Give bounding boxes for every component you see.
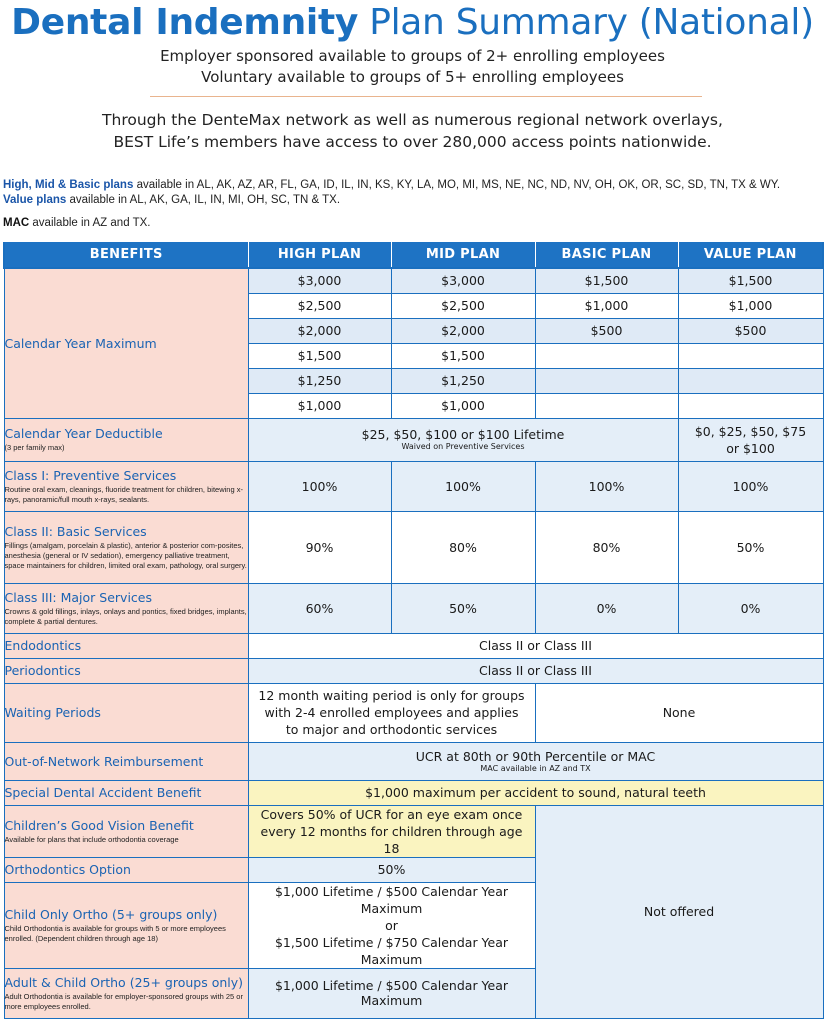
cell: $1,000	[391, 393, 535, 418]
availability-hmb-text: available in AL, AK, AZ, AR, FL, GA, ID, IL, IN, KS, KY, LA, MO, MI, MS, NE, NC, ND, NV, OH, OK, OR, SC, SD, TN, TX & WY.	[136, 179, 781, 191]
oon-note: MAC available in AZ and TX	[480, 763, 591, 773]
benefit-name: Children’s Good Vision Benefit	[4, 817, 194, 833]
table-row	[4, 633, 823, 658]
benefit-out-of-network	[4, 742, 248, 780]
cell	[678, 418, 823, 461]
benefit-adult-ortho	[4, 968, 248, 1018]
benefit-name: Calendar Year Maximum	[4, 335, 157, 351]
cell: $1,500	[391, 343, 535, 368]
child-ortho-line-2: or	[385, 917, 398, 933]
cell: $3,000	[248, 268, 391, 293]
network-line-2: BEST Life’s members have access to over 280,000 access points nationwide.	[113, 133, 712, 151]
benefit-calendar-year-maximum	[4, 268, 248, 418]
cell	[678, 393, 823, 418]
table-row	[4, 418, 823, 461]
cell	[535, 368, 678, 393]
availability-value-text: available in AL, AK, GA, IL, IN, MI, OH, SC, TN & TX.	[69, 194, 341, 206]
col-high-plan: HIGH PLAN	[248, 242, 391, 268]
cell: 50%	[678, 511, 823, 583]
cell: 60%	[248, 583, 391, 633]
table-row	[4, 268, 823, 293]
benefit-detail: Crowns & gold fillings, inlays, onlays and pontics, fixed bridges, implants, complete & partial dentures.	[4, 606, 247, 626]
cell: $1,000	[248, 393, 391, 418]
benefit-vision	[4, 805, 248, 857]
deductible-value: $25, $50, $100 or $100 Lifetime	[361, 427, 565, 442]
benefit-endodontics	[4, 633, 248, 658]
table-row	[4, 461, 823, 511]
benefit-name: Periodontics	[4, 663, 81, 678]
table-row	[4, 683, 823, 742]
cell: Class II or Class III	[248, 633, 823, 658]
cell: $2,500	[391, 293, 535, 318]
cell: $1,500	[248, 343, 391, 368]
benefit-detail: Routine oral exam, cleanings, fluoride treatment for children, bitewing x-rays, panoramic/full mouth x-rays, sealants.	[4, 484, 243, 504]
child-ortho-line-1: $1,000 Lifetime / $500 Calendar Year Maximum	[274, 883, 509, 916]
waiting-value: 12 month waiting period is only for groups with 2-4 enrolled employees and applies to major and orthodontic services	[258, 688, 525, 737]
cell: 100%	[248, 461, 391, 511]
cell: $1,500	[535, 268, 678, 293]
col-mid-plan: MID PLAN	[391, 242, 535, 268]
cell: $1,250	[391, 368, 535, 393]
adult-ortho-name: Adult & Child Ortho	[4, 974, 126, 990]
col-benefits: BENEFITS	[4, 242, 248, 268]
deductible-value-plan-2: or $100	[726, 440, 775, 456]
oon-value: UCR at 80th or 90th Percentile or MAC	[415, 748, 656, 764]
benefit-ortho-option	[4, 857, 248, 882]
benefit-class-3	[4, 583, 248, 633]
cell: $1,000 Lifetime / $500 Calendar Year Maximum	[248, 968, 535, 1018]
benefit-name: Waiting Periods	[4, 705, 101, 720]
benefit-name: Class I: Preventive Services	[4, 467, 177, 483]
cell: 80%	[391, 511, 535, 583]
table-row	[4, 805, 823, 857]
availability-mac-label: MAC	[3, 217, 30, 229]
table-header-row	[4, 242, 823, 268]
child-ortho-suffix: (5+ groups only)	[112, 906, 218, 922]
cell: $2,000	[391, 318, 535, 343]
table-row	[4, 742, 823, 780]
deductible-value-plan-1: $0, $25, $50, $75	[694, 423, 807, 439]
cell: 90%	[248, 511, 391, 583]
cell: $500	[678, 318, 823, 343]
benefit-detail: Fillings (amalgam, porcelain & plastic), anterior & posterior com-posites, anesthesia (general or IV sedation), emergency palliative treatment, space maintainers for children, limited oral exam, pathology, oral surgery.	[4, 540, 247, 570]
benefit-detail: Adult Orthodontia is available for employer-sponsored groups with 25 or more employees enrolled.	[4, 991, 243, 1011]
cell: $1,250	[248, 368, 391, 393]
cell: 0%	[678, 583, 823, 633]
cell: 50%	[391, 583, 535, 633]
cell: $3,000	[391, 268, 535, 293]
cell	[678, 368, 823, 393]
cell: None	[535, 683, 823, 742]
benefit-name: Endodontics	[4, 638, 82, 653]
col-value-plan: VALUE PLAN	[678, 242, 823, 268]
cell: 0%	[535, 583, 678, 633]
plan-table	[3, 242, 824, 1019]
title-rest: Plan Summary (National)	[369, 2, 814, 43]
cell	[678, 343, 823, 368]
cell: 100%	[678, 461, 823, 511]
col-basic-plan: BASIC PLAN	[535, 242, 678, 268]
cell: 100%	[535, 461, 678, 511]
cell: $1,000	[678, 293, 823, 318]
cell: $2,500	[248, 293, 391, 318]
benefit-detail: Available for plans that include orthodontia coverage	[4, 834, 179, 844]
cell: $1,500	[678, 268, 823, 293]
cell	[248, 742, 823, 780]
benefit-waiting-periods	[4, 683, 248, 742]
cell: $1,000	[535, 293, 678, 318]
page-title	[0, 2, 825, 43]
table-row	[4, 511, 823, 583]
cell: $500	[535, 318, 678, 343]
benefit-detail: Child Orthodontia is available for groups with 5 or more employees enrolled. (Dependent children through age 18)	[4, 923, 226, 943]
benefit-detail: (3 per family max)	[4, 443, 65, 452]
table-row	[4, 780, 823, 805]
cell: $1,000 maximum per accident to sound, natural teeth	[248, 780, 823, 805]
cell	[248, 683, 535, 742]
cell-not-offered: Not offered	[535, 805, 823, 1018]
child-ortho-name: Child Only Ortho	[4, 906, 109, 922]
benefit-name: Special Dental Accident Benefit	[4, 785, 202, 800]
subtitle-voluntary: Voluntary available to groups of 5+ enrolling employees	[201, 68, 624, 86]
child-ortho-line-3: $1,500 Lifetime / $750 Calendar Year Maximum	[274, 934, 509, 967]
availability-hmb	[3, 179, 780, 191]
cell	[535, 393, 678, 418]
availability-value	[3, 194, 340, 206]
benefit-deductible	[4, 418, 248, 461]
cell: 50%	[248, 857, 535, 882]
title-bold: Dental Indemnity	[11, 2, 359, 43]
benefit-name: Class III: Major Services	[4, 589, 152, 605]
benefit-name: Orthodontics Option	[4, 862, 131, 877]
benefit-name	[5, 907, 248, 922]
deductible-note: Waived on Preventive Services	[401, 442, 525, 451]
table-row	[4, 658, 823, 683]
benefit-class-1	[4, 461, 248, 511]
vision-value: Covers 50% of UCR for an eye exam once every 12 months for children through age 18	[260, 806, 523, 856]
benefit-name: Calendar Year Deductible	[4, 426, 163, 441]
cell	[248, 805, 535, 857]
benefit-class-2	[4, 511, 248, 583]
cell	[248, 882, 535, 968]
benefit-periodontics	[4, 658, 248, 683]
availability-value-label: Value plans	[3, 194, 67, 206]
benefit-name: Out-of-Network Reimbursement	[4, 753, 204, 769]
adult-ortho-suffix: (25+ groups only)	[129, 974, 244, 990]
cell	[248, 418, 678, 461]
benefit-accident	[4, 780, 248, 805]
divider	[150, 96, 702, 97]
availability-mac-text: available in AZ and TX.	[32, 217, 151, 229]
network-line-1: Through the DenteMax network as well as numerous regional network overlays,	[102, 111, 723, 129]
table-row	[4, 583, 823, 633]
benefit-name	[5, 975, 248, 990]
cell: 80%	[535, 511, 678, 583]
cell: $2,000	[248, 318, 391, 343]
cell: Class II or Class III	[248, 658, 823, 683]
availability-mac	[3, 217, 150, 229]
benefit-name: Class II: Basic Services	[4, 523, 147, 539]
benefit-child-ortho	[4, 882, 248, 968]
availability-hmb-label: High, Mid & Basic plans	[3, 179, 134, 191]
subtitle-employer: Employer sponsored available to groups of 2+ enrolling employees	[160, 47, 665, 65]
cell: 100%	[391, 461, 535, 511]
cell	[535, 343, 678, 368]
